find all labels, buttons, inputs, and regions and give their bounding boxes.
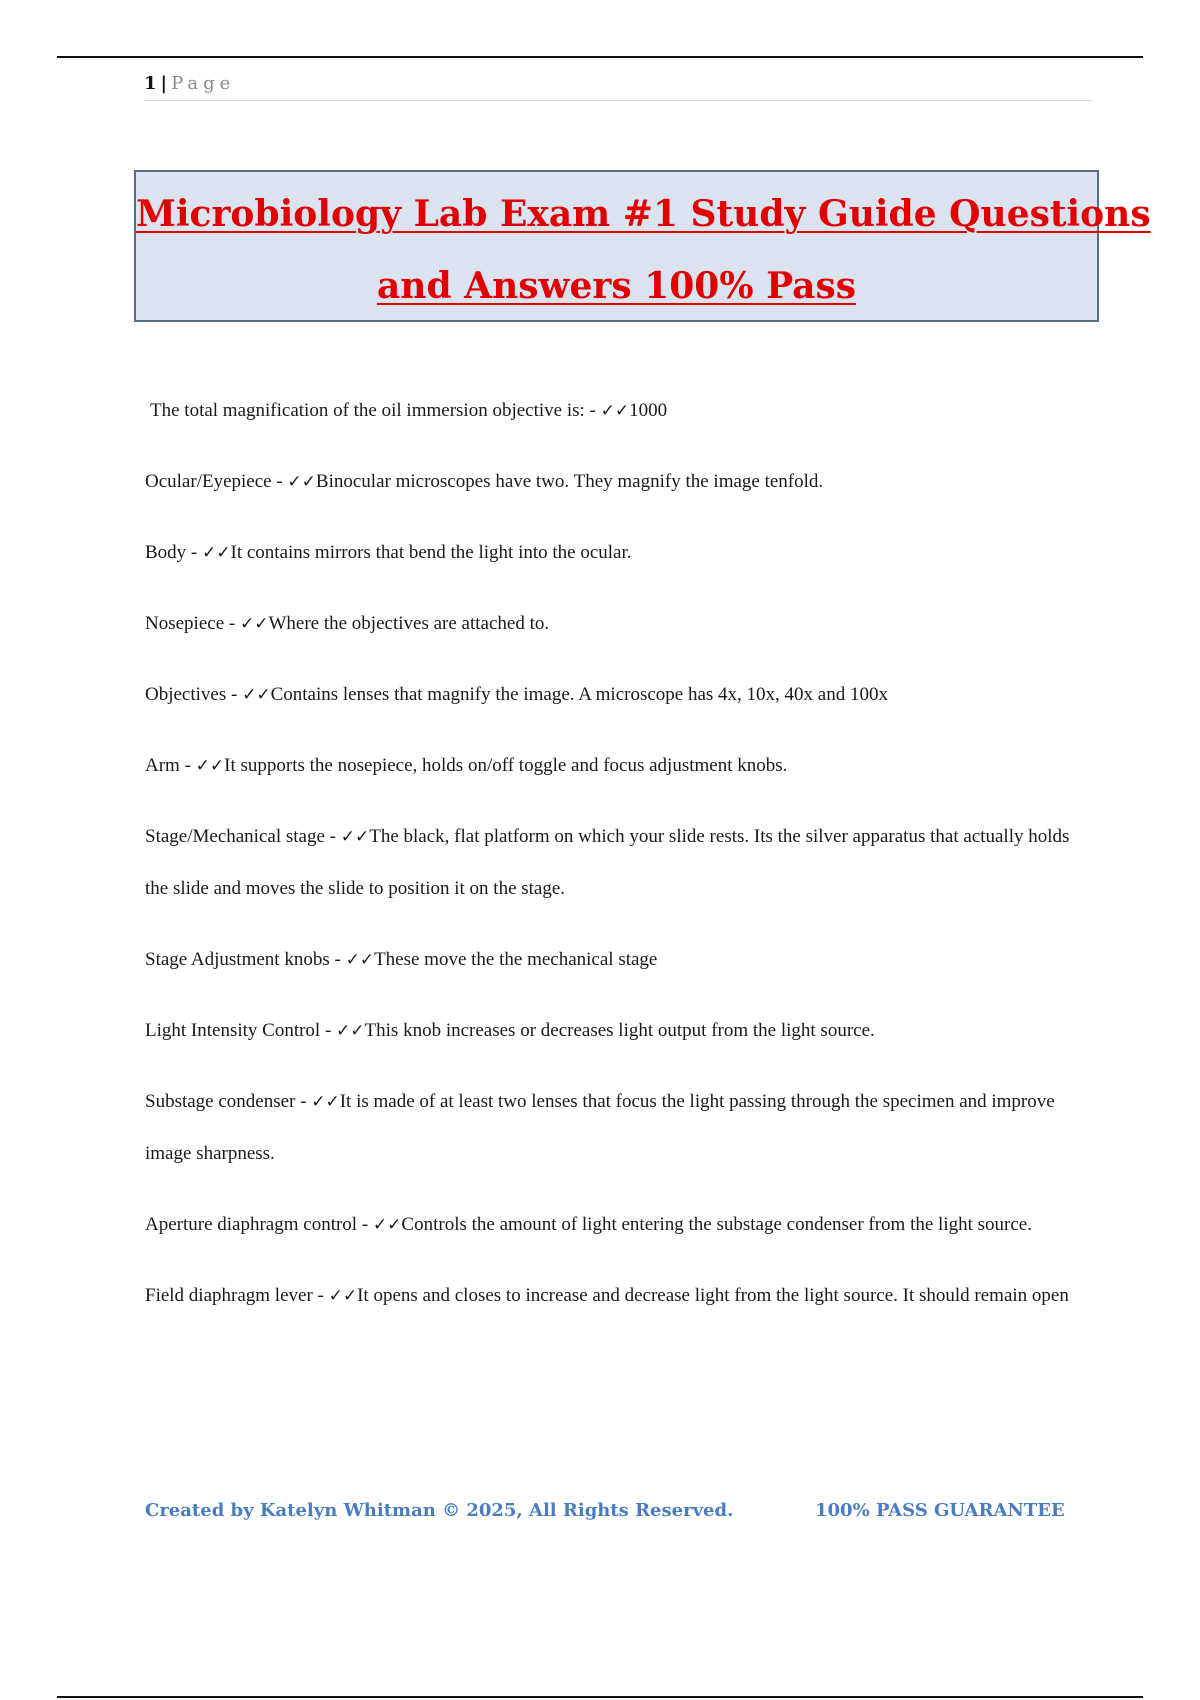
check-icon: ✓✓ bbox=[202, 543, 231, 563]
qa-term: Aperture diaphragm control - bbox=[145, 1214, 373, 1235]
check-icon: ✓✓ bbox=[311, 1092, 340, 1112]
top-rule bbox=[57, 56, 1143, 58]
check-icon: ✓✓ bbox=[600, 401, 630, 421]
qa-term: Objectives - bbox=[145, 684, 243, 705]
title-text-1: Microbiology Lab Exam #1 Study Guide Questions bbox=[136, 193, 1151, 235]
qa-item bbox=[145, 740, 1080, 792]
check-icon: ✓✓ bbox=[336, 1021, 365, 1041]
qa-term: Nosepiece - bbox=[145, 613, 240, 634]
footer-guarantee: 100% PASS GUARANTEE bbox=[815, 1500, 1065, 1521]
qa-term: Stage Adjustment knobs - bbox=[145, 949, 346, 970]
qa-answer: The black, flat platform on which your slide rests. Its the silver apparatus that actually holds the slide and moves the slide to position it on the stage. bbox=[145, 826, 1070, 899]
page-separator: | bbox=[160, 73, 168, 94]
qa-term: Field diaphragm lever - bbox=[145, 1285, 329, 1306]
qa-item bbox=[145, 1005, 1080, 1057]
qa-term: Arm - bbox=[145, 755, 196, 776]
qa-item bbox=[145, 1270, 1080, 1322]
qa-term: Stage/Mechanical stage - bbox=[145, 826, 341, 847]
qa-answer: Where the objectives are attached to. bbox=[268, 613, 550, 634]
qa-term: The total magnification of the oil immersion objective is: - bbox=[150, 400, 601, 421]
title-box bbox=[134, 170, 1151, 322]
check-icon: ✓✓ bbox=[340, 827, 370, 847]
qa-item bbox=[145, 934, 1080, 986]
check-icon: ✓✓ bbox=[372, 1215, 402, 1235]
qa-item bbox=[145, 1076, 1080, 1180]
qa-answer: Binocular microscopes have two. They magnify the image tenfold. bbox=[315, 471, 824, 492]
qa-item bbox=[145, 527, 1080, 579]
check-icon: ✓✓ bbox=[345, 950, 375, 970]
title-text-2: and Answers 100% Pass bbox=[376, 265, 857, 307]
qa-item bbox=[145, 456, 1080, 508]
title-line-1 bbox=[136, 178, 1151, 250]
qa-answer: 1000 bbox=[629, 400, 668, 421]
page-word: Page bbox=[171, 73, 236, 94]
qa-answer: Contains lenses that magnify the image. A microscope has 4x, 10x, 40x and 100x bbox=[270, 684, 888, 705]
bottom-rule bbox=[57, 1696, 1143, 1698]
qa-item bbox=[145, 598, 1080, 650]
check-icon: ✓✓ bbox=[195, 756, 225, 776]
check-icon: ✓✓ bbox=[287, 472, 316, 492]
qa-answer: It opens and closes to increase and decrease light from the light source. It should remain open bbox=[357, 1285, 1069, 1306]
qa-item bbox=[145, 385, 1080, 437]
qa-answer: These move the the mechanical stage bbox=[374, 949, 658, 970]
qa-answer: It supports the nosepiece, holds on/off toggle and focus adjustment knobs. bbox=[224, 755, 788, 776]
qa-term: Substage condenser - bbox=[145, 1091, 312, 1112]
qa-answer: It is made of at least two lenses that focus the light passing through the specimen and improve image sharpness. bbox=[145, 1091, 1055, 1164]
qa-answer: It contains mirrors that bend the light into the ocular. bbox=[230, 542, 632, 563]
title-line-2 bbox=[136, 250, 1097, 322]
check-icon: ✓✓ bbox=[328, 1286, 358, 1306]
qa-answer: This knob increases or decreases light output from the light source. bbox=[364, 1020, 875, 1041]
qa-list bbox=[145, 385, 1080, 1341]
qa-answer: Controls the amount of light entering the substage condenser from the light source. bbox=[401, 1214, 1032, 1235]
qa-term: Body - bbox=[145, 542, 202, 563]
qa-item bbox=[145, 811, 1080, 915]
check-icon: ✓✓ bbox=[242, 685, 271, 705]
qa-item bbox=[145, 1199, 1080, 1251]
qa-term: Ocular/Eyepiece - bbox=[145, 471, 288, 492]
page-number: 1 bbox=[144, 73, 157, 94]
qa-term: Light Intensity Control - bbox=[145, 1020, 337, 1041]
qa-item bbox=[145, 669, 1080, 721]
page-header bbox=[144, 72, 1092, 101]
footer-copyright: Created by Katelyn Whitman © 2025, All Rights Reserved. bbox=[145, 1500, 734, 1521]
check-icon: ✓✓ bbox=[239, 614, 269, 634]
